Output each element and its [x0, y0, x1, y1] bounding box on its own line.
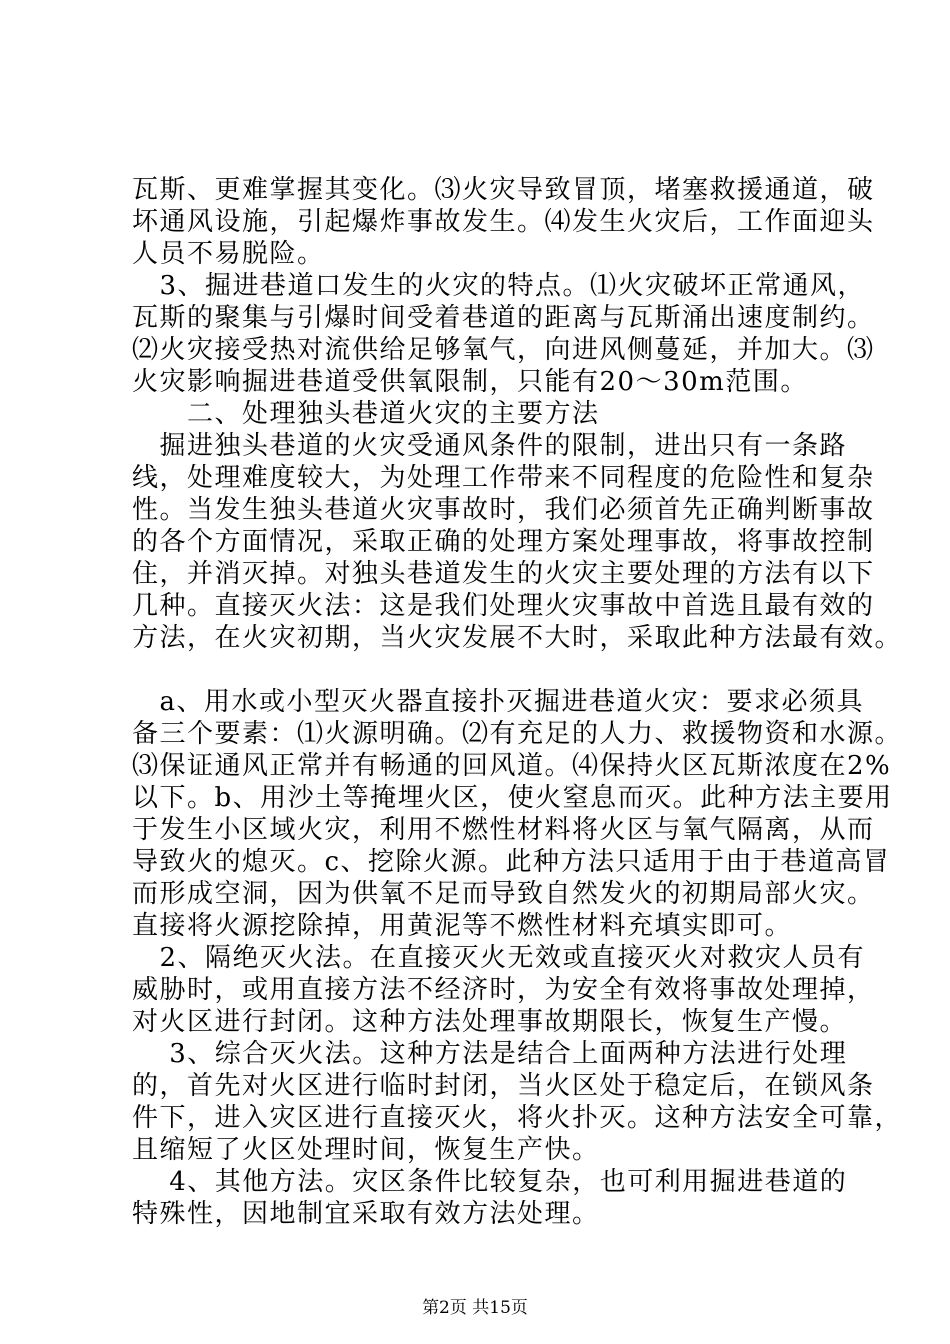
- text-line: 性。当发生独头巷道火灾事故时，我们必须首先正确判断事故: [132, 495, 875, 525]
- text-line: 住，并消灭掉。对独头巷道发生的火灾主要处理的方法有以下: [132, 559, 875, 589]
- text-line: ⑵火灾接受热对流供给足够氧气，向进风侧蔓延，并加大。⑶: [132, 335, 875, 365]
- text-line: 备三个要素：⑴火源明确。⑵有充足的人力、救援物资和水源。: [132, 719, 903, 749]
- text-line: 的各个方面情况，采取正确的处理方案处理事故，将事故控制: [132, 527, 875, 557]
- text-line: 而形成空洞，因为供氧不足而导致自然发火的初期局部火灾。: [132, 879, 875, 909]
- text-line: 瓦斯、更难掌握其变化。⑶火灾导致冒顶，堵塞救援通道，破: [132, 175, 875, 205]
- text-line: 2、隔绝灭火法。在直接灭火无效或直接灭火对救灾人员有: [132, 943, 866, 973]
- text-line: 掘进独头巷道的火灾受通风条件的限制，进出只有一条路: [132, 431, 848, 461]
- text-line: 的，首先对火区进行临时封闭，当火区处于稳定后，在锁风条: [132, 1071, 875, 1101]
- text-line: 导致火的熄灭。c、挖除火源。此种方法只适用于由于巷道高冒: [132, 847, 891, 877]
- text-line: 特殊性，因地制宜采取有效方法处理。: [132, 1199, 600, 1229]
- text-line: 直接将火源挖除掉，用黄泥等不燃性材料充填实即可。: [132, 911, 793, 941]
- text-line: 威胁时，或用直接方法不经济时，为安全有效将事故处理掉，: [132, 975, 875, 1005]
- text-line: 以下。b、用沙土等掩埋火区，使火窒息而灭。此种方法主要用: [132, 783, 893, 813]
- text-line: 瓦斯的聚集与引爆时间受着巷道的距离与瓦斯涌出速度制约。: [132, 303, 875, 333]
- section-heading: 二、处理独头巷道火灾的主要方法: [132, 399, 600, 429]
- text-line: 火灾影响掘进巷道受供氧限制，只能有20～30m范围。: [132, 367, 808, 397]
- text-line: 4、其他方法。灾区条件比较复杂，也可利用掘进巷道的: [132, 1167, 848, 1197]
- text-line: 方法，在火灾初期，当火灾发展不大时，采取此种方法最有效。: [132, 623, 903, 653]
- text-line: a、用水或小型灭火器直接扑灭掘进巷道火灾：要求必须具: [132, 687, 865, 717]
- text-line: ⑶保证通风正常并有畅通的回风道。⑷保持火区瓦斯浓度在2%: [132, 751, 892, 781]
- text-line: 线，处理难度较大，为处理工作带来不同程度的危险性和复杂: [132, 463, 875, 493]
- page-number: 第2页 共15页: [422, 1298, 528, 1318]
- text-line: 几种。直接灭火法：这是我们处理火灾事故中首选且最有效的: [132, 591, 875, 621]
- text-line: 且缩短了火区处理时间，恢复生产快。: [132, 1135, 600, 1165]
- text-line: 件下，进入灾区进行直接灭火，将火扑灭。这种方法安全可靠，: [132, 1103, 903, 1133]
- text-line: 对火区进行封闭。这种方法处理事故期限长，恢复生产慢。: [132, 1007, 848, 1037]
- text-line: 人员不易脱险。: [132, 239, 325, 269]
- text-line: 3、掘进巷道口发生的火灾的特点。⑴火灾破坏正常通风，: [132, 271, 866, 301]
- text-line: 于发生小区域火灾，利用不燃性材料将火区与氧气隔离，从而: [132, 815, 875, 845]
- text-line: 坏通风设施，引起爆炸事故发生。⑷发生火灾后，工作面迎头: [132, 207, 875, 237]
- text-line: 3、综合灭火法。这种方法是结合上面两种方法进行处理: [132, 1039, 848, 1069]
